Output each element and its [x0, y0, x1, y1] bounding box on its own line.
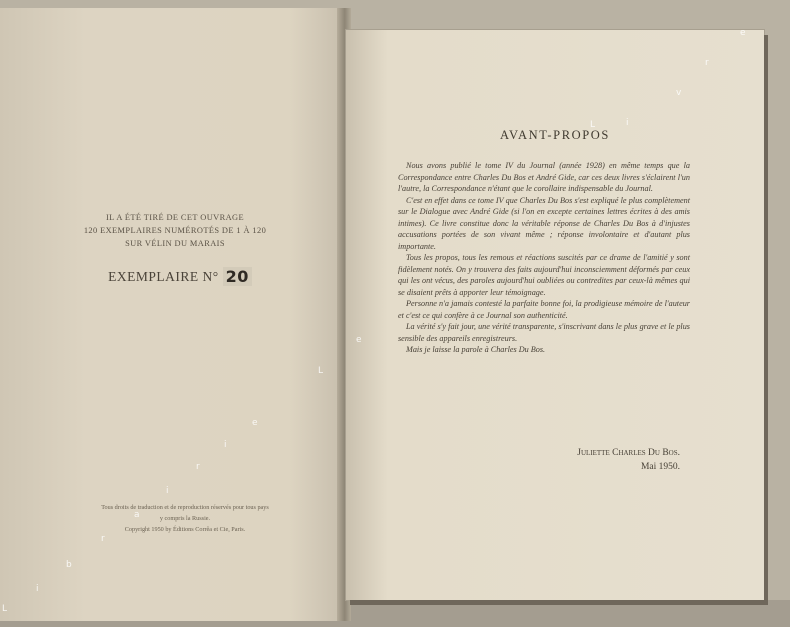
watermark-letter: i	[224, 440, 227, 450]
signature-block	[520, 446, 680, 474]
paragraph: Mais je laisse la parole à Charles Du Bos.	[406, 345, 546, 354]
page-title: AVANT-PROPOS	[500, 128, 610, 142]
edition-line: SUR VÉLIN DU MARAIS	[125, 239, 225, 248]
watermark-letter: r	[101, 534, 105, 544]
watermark-letter: e	[252, 418, 258, 428]
copy-number-label: EXEMPLAIRE N°	[108, 269, 219, 284]
copyright-line: y compris la Russie.	[159, 515, 211, 522]
edition-line: IL A ÉTÉ TIRÉ DE CET OUVRAGE	[105, 213, 245, 222]
edition-statement	[60, 211, 290, 250]
edition-line: 120 EXEMPLAIRES NUMÉROTÉS DE 1 À 120	[83, 226, 267, 235]
watermark-letter: L	[590, 120, 596, 130]
watermark-letter: L	[318, 366, 324, 376]
watermark-letter: i	[36, 584, 39, 594]
paragraph: Nous avons publié le tome IV du Journal (année 1928) en même temps que la Correspondance entre Charles Du Bos et André Gide, car ces deux livres s'éclairent l'un l'autre, la Correspondance n'étant que le corollaire indispensable du Journal.	[398, 161, 690, 193]
copyright-line: Copyright 1950 by Éditions Corrêa et Cie, Paris.	[124, 526, 246, 533]
watermark-letter: L	[2, 604, 8, 614]
watermark-letter: i	[166, 486, 169, 496]
watermark-letter: i	[626, 118, 629, 128]
signature-date: Mai 1950.	[640, 462, 680, 472]
watermark-letter: r	[196, 462, 200, 472]
watermark-letter: b	[66, 560, 72, 570]
watermark-letter: e	[740, 28, 746, 38]
paragraph: Personne n'a jamais contesté la parfaite bonne foi, la prodigieuse mémoire de l'auteur et c'est ce qui confère à ce Journal son authenticité.	[398, 299, 690, 320]
watermark-letter: a	[134, 510, 140, 520]
copyright-notice	[60, 502, 310, 535]
watermark-letter: v	[676, 88, 682, 98]
copyright-line: Tous droits de traduction et de reproduction réservés pour tous pays	[101, 504, 269, 511]
copy-number: 20	[223, 267, 252, 286]
foreword-text	[398, 160, 690, 356]
left-page	[0, 8, 342, 621]
paragraph: C'est en effet dans ce tome IV que Charles Du Bos s'est expliqué le plus complètement sur le Dialogue avec André Gide (si l'on en excepte certaines lettres écrites à des amis intimes). Ce livre constitue donc la véritable réponse de Charles Du Bos à d'injustes accusations portées de son vivant même ; réponse involontaire et d'autant plus importante.	[398, 195, 690, 251]
copy-number-line	[80, 267, 280, 286]
paragraph: Tous les propos, tous les remous et réactions suscités par ce drame de l'amitié y sont fidèlement notés. On y trouvera des faits aujourd'hui inconsciemment déformés par ceux qui les ont vécus, des paroles aujourd'hui oubliées ou contredites par ceux-là mêmes qui se disaient prêts à apporter leur témoignage.	[398, 253, 690, 297]
watermark-letter: e	[356, 335, 362, 345]
signature-name: Juliette Charles Du Bos.	[577, 448, 680, 458]
watermark-letter: r	[705, 58, 709, 68]
paragraph: La vérité s'y fait jour, une vérité transparente, s'inscrivant dans le plus grave et le plus sensible des appareils enregistreurs.	[398, 322, 690, 343]
